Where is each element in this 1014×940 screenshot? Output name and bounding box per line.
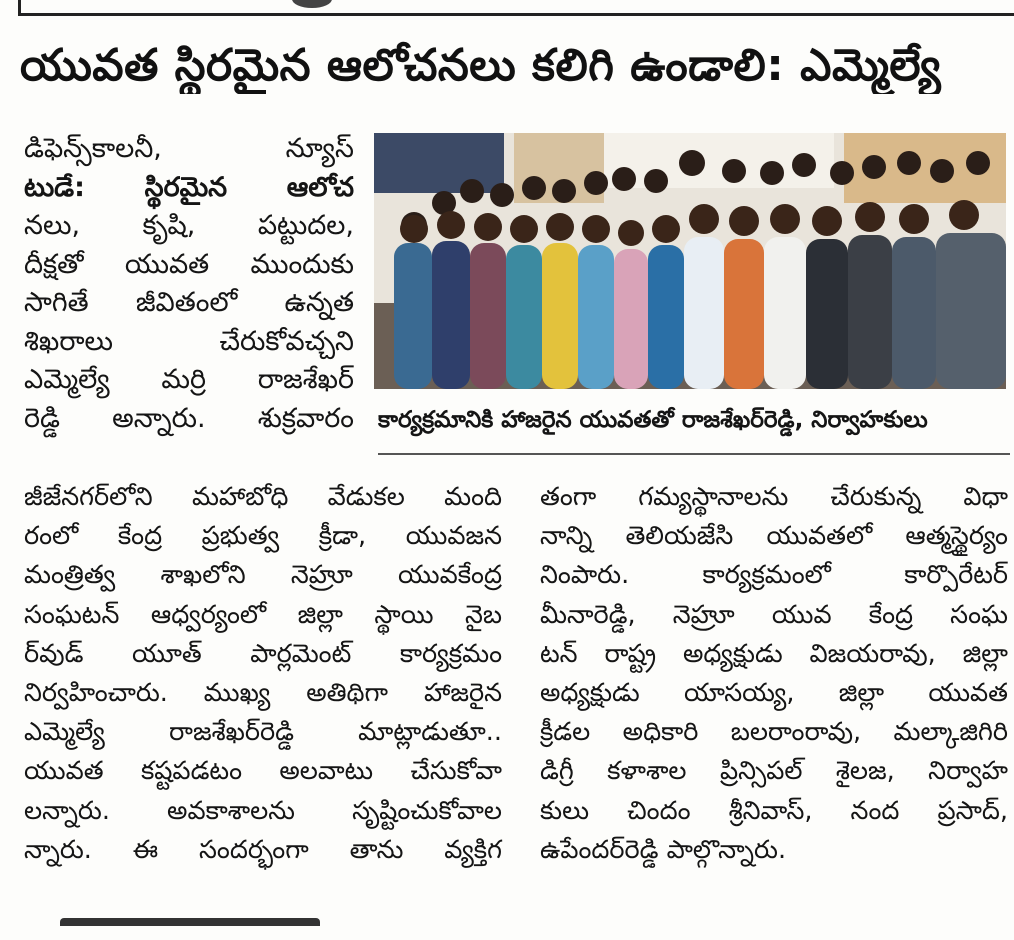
text-line: దీక్షతో యువత ముందుకు — [24, 248, 354, 280]
text-line: రెడ్డి అన్నారు. శుక్రవారం — [24, 402, 354, 434]
headline: యువత స్థిరమైన ఆలోచనలు కలిగి ఉండాలి: ఎమ్మెల్యే — [20, 40, 942, 91]
text-line: క్రీడల అధికారి బలరాంరావు, మల్కాజిగిరి — [540, 717, 1008, 748]
text-line: ఎమ్మెల్యే రాజశేఖర్‌రెడ్డి మాట్లాడుతూ.. — [24, 717, 502, 748]
text-line: టుడే: స్థిరమైన ఆలోచ — [24, 171, 354, 203]
text-line: అధ్యక్షుడు యాసయ్య, జిల్లా యువత — [540, 678, 1008, 709]
text-line: టన్ రాష్ట్ర అధ్యక్షుడు విజయరావు, జిల్లా — [540, 638, 1008, 669]
text-line: జీజేనగర్‌లోని మహాబోధి వేడుకల మంది — [24, 482, 502, 512]
group-photo-illustration — [374, 133, 1006, 389]
text-line: రంలో కేంద్ర ప్రభుత్వ క్రీడా, యువజన — [24, 521, 502, 552]
photo-caption: కార్యక్రమానికి హాజరైన యువతతో రాజశేఖర్‌రెడ్డి, నిర్వాహకులు — [378, 407, 928, 433]
article-column-top-left — [24, 130, 354, 438]
text-line: శిఖరాలు చేరుకోవచ్చని — [24, 325, 354, 357]
text-line: నింపారు. కార్యక్రమంలో కార్పొరేటర్ — [540, 560, 1008, 591]
article-column-bottom-right — [540, 478, 1008, 870]
article-column-bottom-left — [24, 478, 502, 870]
text-line: కులు చిందం శ్రీనివాస్, నంద ప్రసాద్, — [540, 795, 1008, 826]
text-line: ఉపేందర్‌రెడ్డి పాల్గొన్నారు. — [540, 834, 787, 865]
text-line: మీనారెడ్డి, నెహ్రూ యువ కేంద్ర సంఘ — [540, 599, 1008, 630]
text-line: నలు, కృషి, పట్టుదల, — [24, 210, 354, 241]
text-line: నిర్వహించారు. ముఖ్య అతిథిగా హాజరైన — [24, 678, 502, 709]
text-line: సంఘటన్ ఆధ్వర్యంలో జిల్లా స్థాయి నైబ — [24, 599, 502, 630]
text-line: ర్‌వుడ్ యూత్ పార్లమెంట్ కార్యక్రమం — [24, 638, 502, 669]
text-line: నాన్ని తెలియజేసి యువతలో ఆత్మస్థైర్యం — [540, 521, 1008, 552]
group-photo — [374, 133, 1006, 389]
caption-divider — [378, 453, 1010, 455]
previous-article-border — [18, 0, 1014, 16]
text-line: లన్నారు. అవకాశాలను సృష్టించుకోవాల — [24, 795, 502, 826]
text-line: డిగ్రీ కళాశాల ప్రిన్సిపల్ శైలజ, నిర్వాహ — [540, 756, 1008, 787]
text-line: మంత్రిత్వ శాఖలోని నెహ్రూ యువకేంద్ర — [24, 560, 502, 591]
text-line: యువత కష్టపడటం అలవాటు చేసుకోవా — [24, 756, 502, 787]
text-line: ఎమ్మెల్యే మర్రి రాజశేఖర్ — [24, 364, 354, 395]
next-article-fragment — [60, 918, 320, 940]
text-line: డిఫెన్స్‌కాలనీ, న్యూస్ — [24, 133, 354, 164]
text-line: సాగితే జీవితంలో ఉన్నత — [24, 287, 354, 318]
text-line: న్నారు. ఈ సందర్భంగా తాను వ్యక్తిగ — [24, 834, 502, 865]
text-line: తంగా గమ్యస్థానాలను చేరుకున్న విధా — [540, 482, 1008, 512]
